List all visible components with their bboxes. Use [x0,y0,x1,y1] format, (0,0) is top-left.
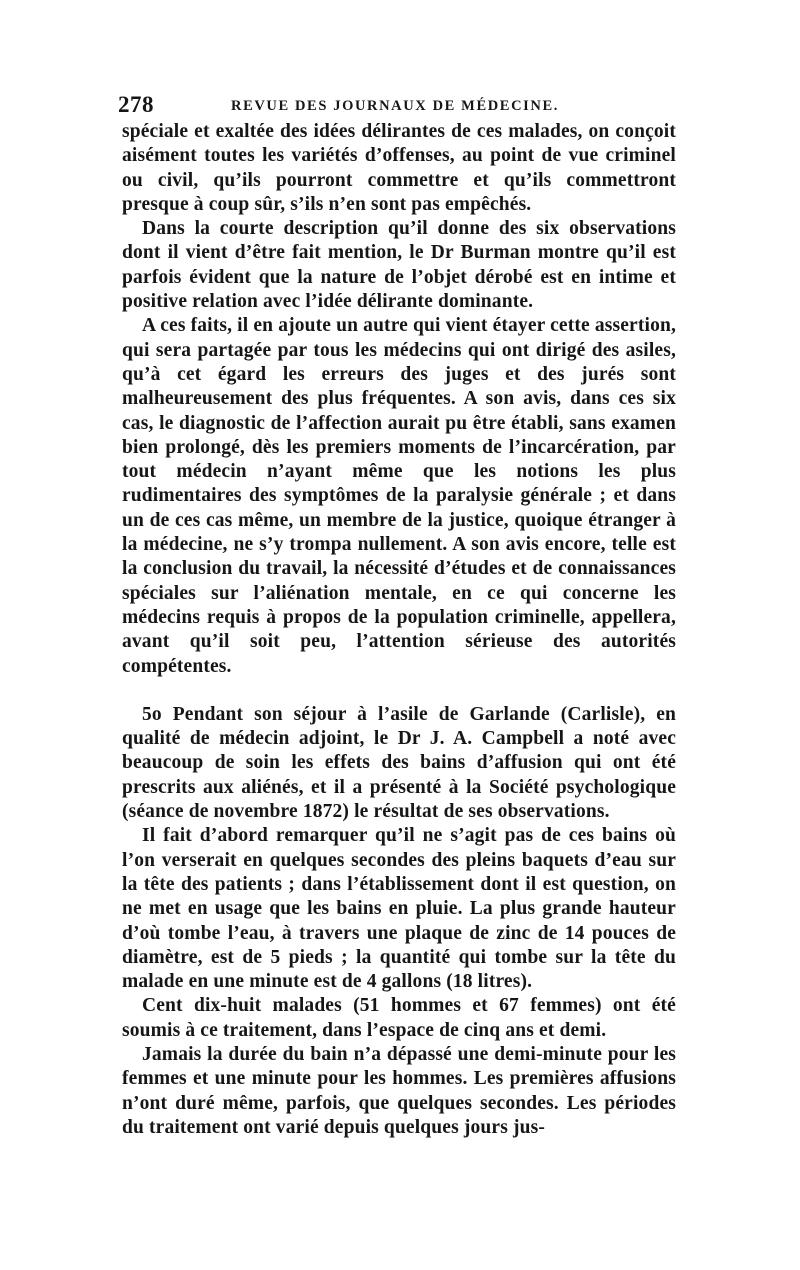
paragraph-campbell-intro: 5o Pendant son séjour à l’asile de Garlande (Carlisle), en qualité de médecin adjoint, le Dr J. A. Campbell a noté avec beaucoup de soin les effets des bains d’affusion qui ont été prescrits aux aliénés, et il a présenté à la Société psychologique (séance de novembre 1872) le résultat de ses observations. [122,703,676,823]
paragraph-burman-conclusion: A ces faits, il en ajoute un autre qui vient étayer cette assertion, qui sera partagée par tous les médecins qui ont dirigé des asiles, qu’à cet égard les erreurs des juges et des jurés sont malheureusement des plus fréquentes. A son avis, dans ces six cas, le diagnostic de l’affection aurait pu être établi, sans examen bien prolongé, dès les premiers moments de l’incarcération, par tout médecin n’ayant même que les notions les plus rudimentaires des symptômes de la paralysie générale ; et dans un de ces cas même, un membre de la justice, quoique étranger à la médecine, ne s’y trompa nullement. A son avis encore, telle est la conclusion du travail, la nécessité d’études et de connaissances spéciales sur l’aliénation mentale, en ce qui concerne les médecins requis à propos de la population criminelle, appellera, avant qu’il soit peu, l’attention sérieuse des autorités compétentes. [122,315,676,677]
paragraph-burman-observations: Dans la courte description qu’il donne des six observations dont il vient d’être fait mention, le Dr Burman montre qu’il est parfois évident que la nature de l’objet dérobé est en intime et positive relation avec l’idée délirante dominante. [122,218,676,313]
paragraph-affusion-method: Il fait d’abord remarquer qu’il ne s’agit pas de ces bains où l’on verserait en quelques secondes des pleins baquets d’eau sur la tête des patients ; dans l’établissement dont il est question, on ne met en usage que les bains en pluie. La plus grande hauteur d’où tombe l’eau, à travers une plaque de zinc de 14 pouces de diamètre, est de 5 pieds ; la quantité qui tombe sur la tête du malade en une minute est de 4 gallons (18 litres). [122,825,676,993]
journal-title: REVUE DES JOURNAUX DE MÉDECINE. [231,98,559,114]
page-number: 278 [118,92,154,117]
running-head [118,92,676,117]
paragraph-bath-duration: Jamais la durée du bain n’a dépassé une demi-minute pour les femmes et une minute pour les hommes. Les premières affusions n’ont duré même, parfois, que quelques secondes. Les périodes du traitement ont varié depuis quelques jours jus- [122,1043,676,1138]
body-text [122,120,676,1140]
paragraph-patient-count: Cent dix-huit malades (51 hommes et 67 femmes) ont été soumis à ce traitement, dans l’espace de cinq ans et demi. [122,995,676,1041]
paragraph-continuation: spéciale et exaltée des idées délirantes de ces malades, on conçoit aisément toutes les variétés d’offenses, au point de vue criminel ou civil, qu’ils pourront commettre et qu’ils commettront presque à coup sûr, s’ils n’en sont pas empêchés. [122,121,676,215]
book-page [118,92,676,1140]
